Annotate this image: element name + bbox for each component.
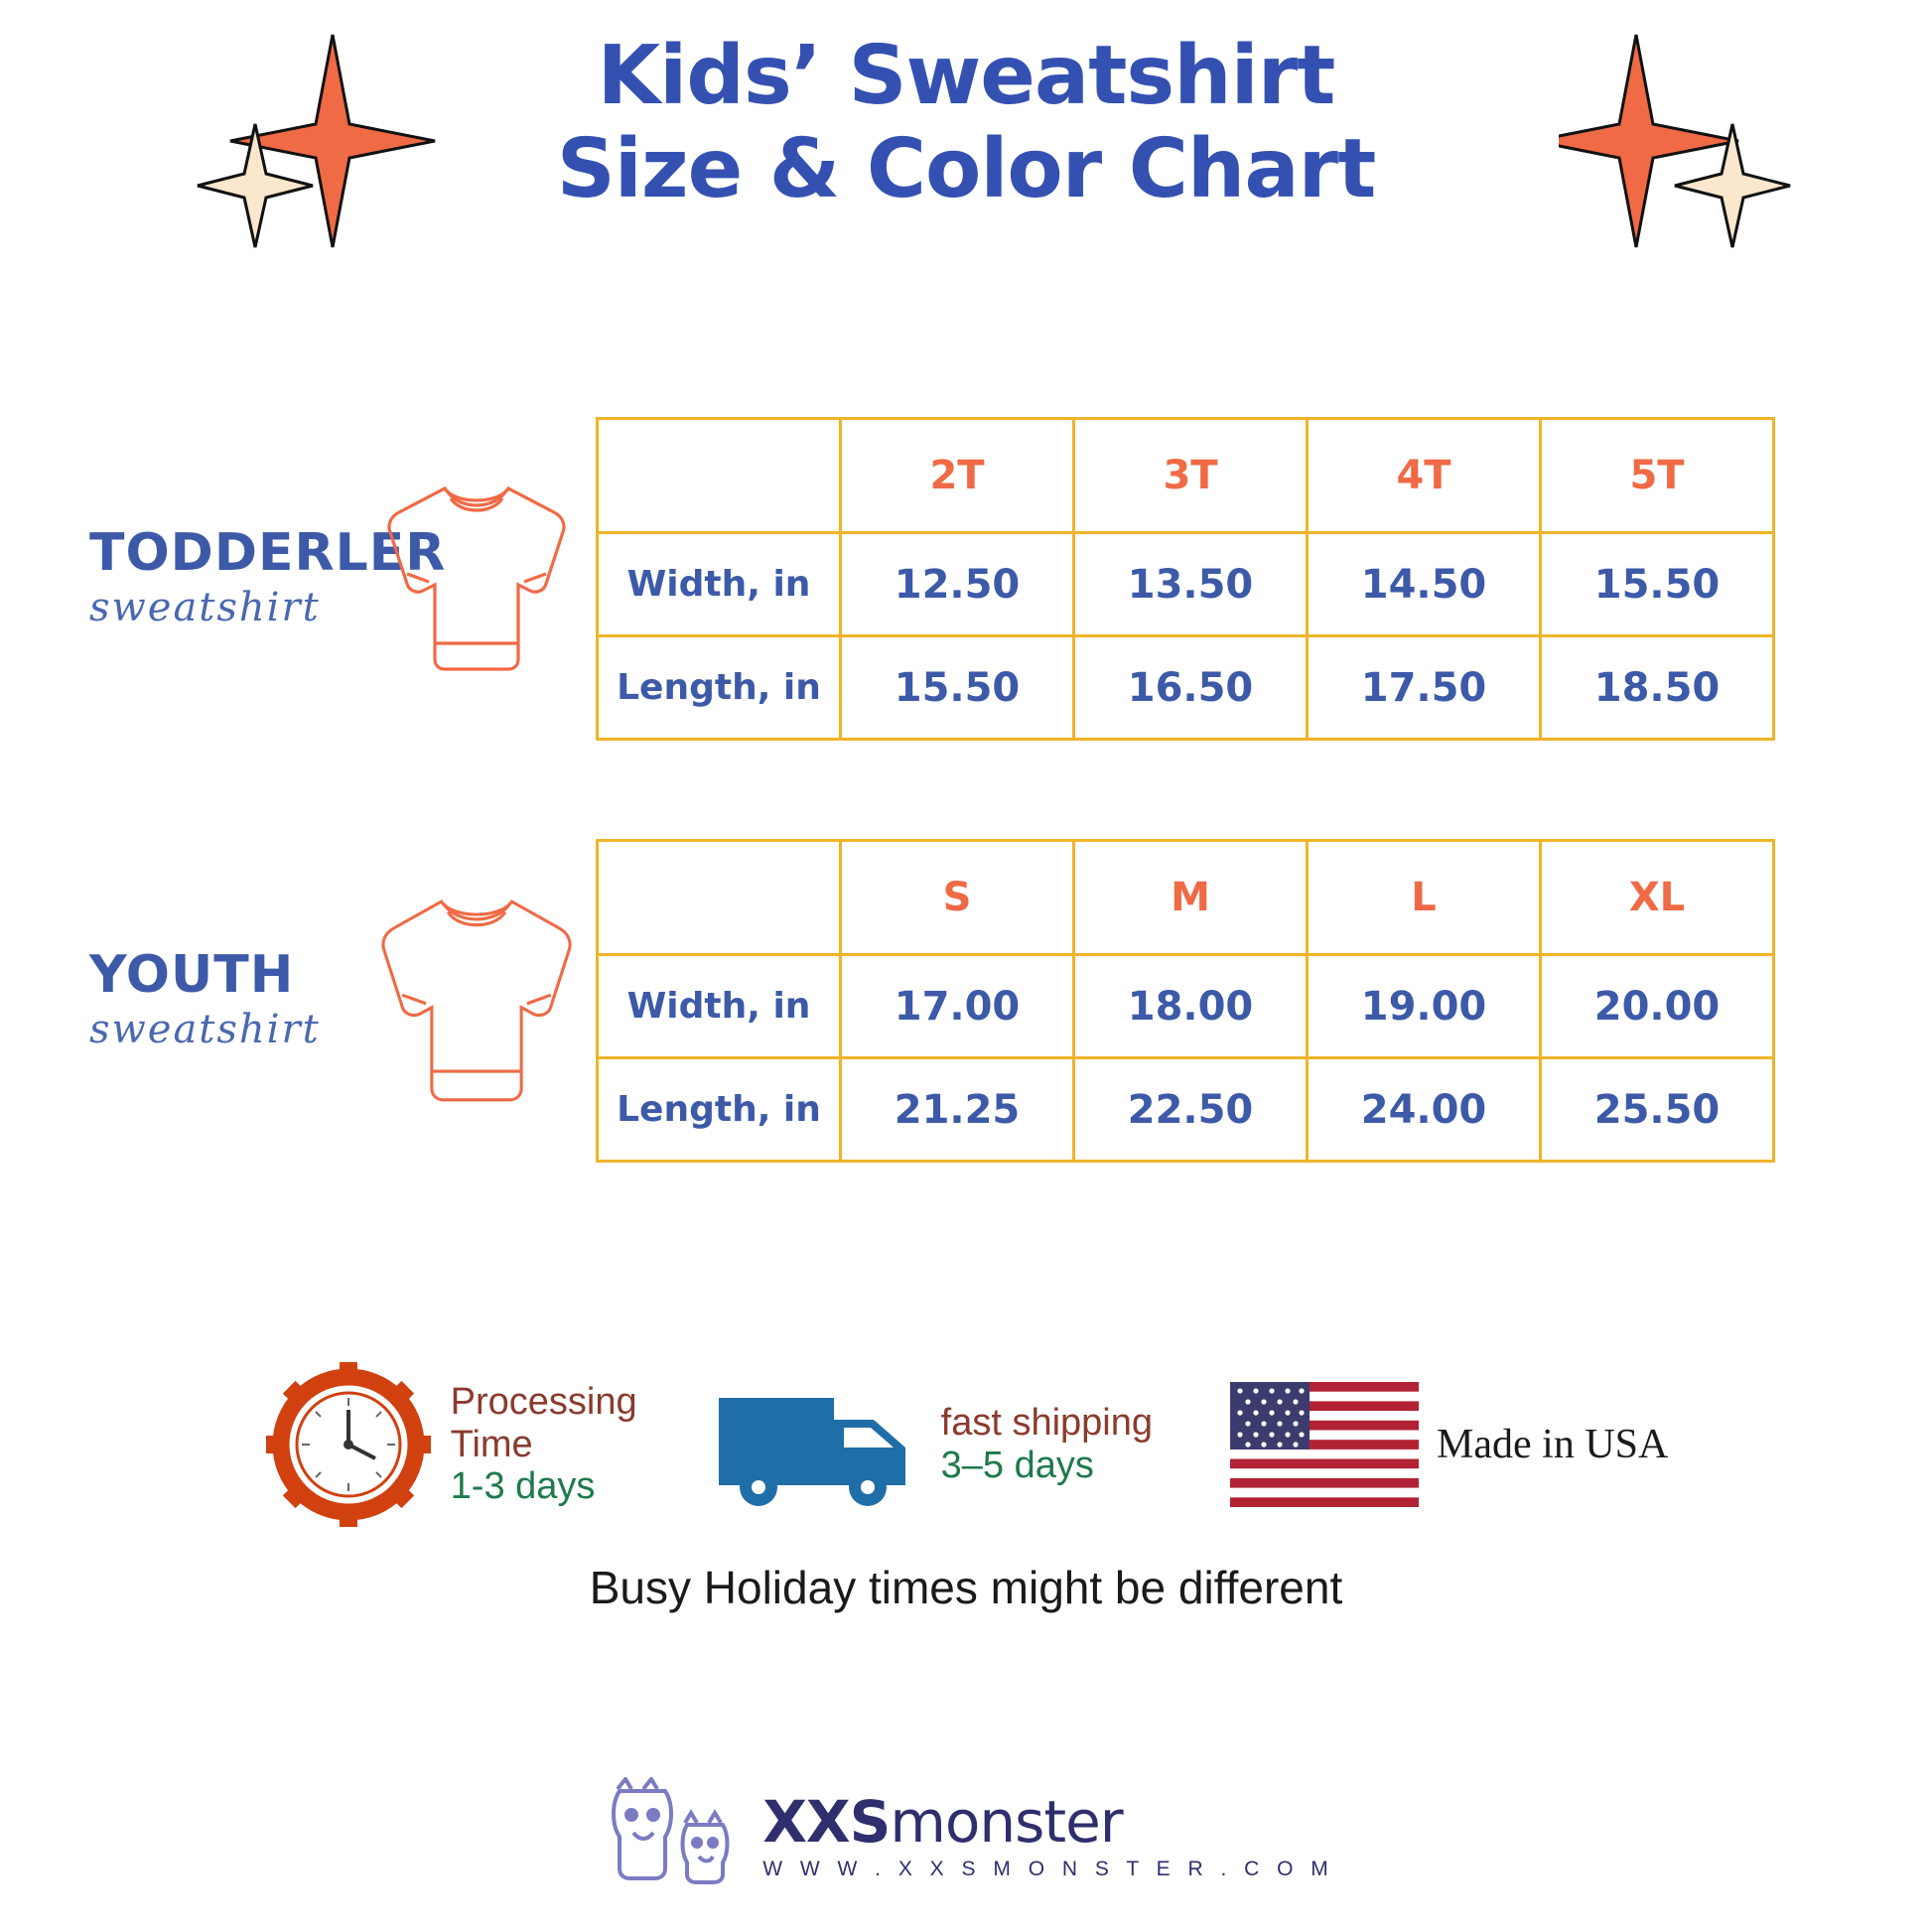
toddler-sweatshirt-icon: [357, 465, 596, 693]
table-row: [598, 533, 1774, 636]
size-header-5t: 5T: [1541, 419, 1774, 533]
cell-youth-width-s: 17.00: [841, 955, 1074, 1058]
title-line-1: Kids’ Sweatshirt: [597, 29, 1335, 123]
page-title: [0, 30, 1932, 217]
toddler-size-table: [596, 417, 1775, 741]
shipping-line-2: 3–5 days: [940, 1445, 1094, 1486]
youth-label-main: YOUTH: [89, 945, 295, 1005]
clock-gear-icon: [264, 1360, 433, 1529]
brand-light: monster: [890, 1787, 1123, 1856]
size-header-xl: XL: [1541, 841, 1774, 955]
table-header-row: [598, 419, 1774, 533]
cell-youth-width-xl: 20.00: [1541, 955, 1774, 1058]
size-header-s: S: [841, 841, 1074, 955]
footer-logo: [0, 1777, 1932, 1891]
delivery-truck-icon: [715, 1380, 923, 1509]
cell-toddler-width-5t: 15.50: [1541, 533, 1774, 636]
usa-flag-icon: [1230, 1382, 1419, 1507]
youth-label: [0, 945, 357, 1052]
table-row: [598, 636, 1774, 740]
brand-url: W W W . X X S M O N S T E R . C O M: [762, 1857, 1334, 1880]
youth-label-sub: sweatshirt: [89, 1007, 321, 1052]
row-label-width: Width, in: [598, 533, 841, 636]
processing-line-1: Processing: [450, 1381, 637, 1424]
brand-bold: XXS: [762, 1787, 891, 1856]
table-row: [598, 955, 1774, 1058]
badge-fast-shipping: [715, 1380, 1153, 1509]
badge-processing-text: [451, 1381, 637, 1508]
cell-toddler-length-5t: 18.50: [1541, 636, 1774, 740]
cell-toddler-width-4t: 14.50: [1308, 533, 1541, 636]
corner-cell: [598, 419, 841, 533]
badges-row: [0, 1360, 1932, 1529]
size-header-l: L: [1308, 841, 1541, 955]
corner-cell: [598, 841, 841, 955]
row-label-length: Length, in: [598, 1058, 841, 1162]
cell-toddler-length-3t: 16.50: [1074, 636, 1308, 740]
cell-toddler-width-2t: 12.50: [841, 533, 1074, 636]
table-row: [598, 1058, 1774, 1162]
badge-processing-time: [264, 1360, 637, 1529]
cell-youth-length-xl: 25.50: [1541, 1058, 1774, 1162]
size-header-4t: 4T: [1308, 419, 1541, 533]
cell-toddler-length-4t: 17.50: [1308, 636, 1541, 740]
toddler-label: [0, 523, 447, 630]
cell-youth-length-s: 21.25: [841, 1058, 1074, 1162]
youth-size-table: [596, 839, 1775, 1163]
row-label-width: Width, in: [598, 955, 841, 1058]
size-header-m: M: [1074, 841, 1308, 955]
toddler-label-main: TODDERLER: [89, 523, 447, 583]
cell-toddler-length-2t: 15.50: [841, 636, 1074, 740]
cell-youth-length-m: 22.50: [1074, 1058, 1308, 1162]
row-label-length: Length, in: [598, 636, 841, 740]
size-header-3t: 3T: [1074, 419, 1308, 533]
section-youth: [0, 839, 1932, 1163]
badge-shipping-text: [941, 1402, 1153, 1486]
cell-toddler-width-3t: 13.50: [1074, 533, 1308, 636]
cell-youth-width-m: 18.00: [1074, 955, 1308, 1058]
size-header-2t: 2T: [841, 419, 1074, 533]
holiday-note: Busy Holiday times might be different: [589, 1562, 1343, 1613]
processing-line-2: 1-3 days: [450, 1465, 596, 1508]
youth-sweatshirt-icon: [357, 872, 596, 1130]
brand-name: [762, 1788, 1334, 1856]
title-line-2: Size & Color Chart: [556, 122, 1376, 217]
section-toddler: [0, 417, 1932, 741]
cell-youth-length-l: 24.00: [1308, 1058, 1541, 1162]
shipping-line-1: fast shipping: [940, 1402, 1154, 1445]
processing-line-1b: Time: [450, 1423, 533, 1465]
made-in-usa-label: Made in USA: [1437, 1422, 1669, 1467]
toddler-label-sub: sweatshirt: [89, 585, 321, 630]
cell-youth-width-l: 19.00: [1308, 955, 1541, 1058]
monster-logo-icon: [598, 1777, 747, 1891]
table-header-row: [598, 841, 1774, 955]
badge-made-in-usa: [1230, 1382, 1668, 1507]
